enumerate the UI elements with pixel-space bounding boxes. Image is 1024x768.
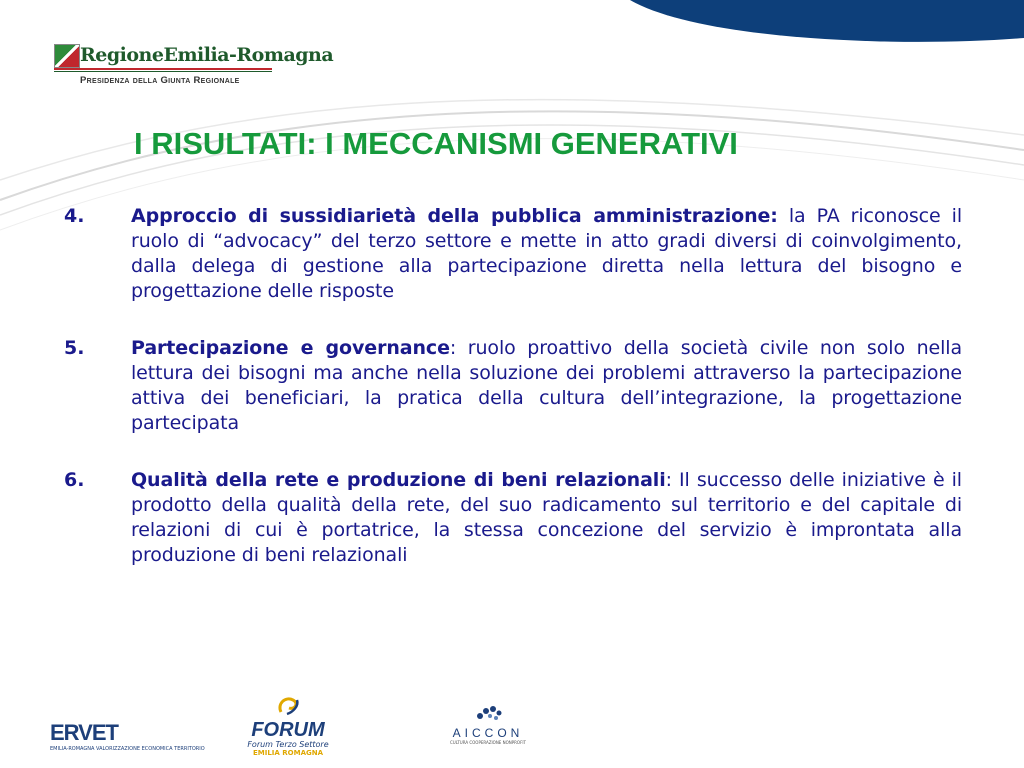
item-heading: Qualità della rete e produzione di beni relazionali — [131, 469, 666, 491]
ervet-tagline: EMILIA-ROMAGNA VALORIZZAZIONE ECONOMICA TERRITORIO — [50, 746, 205, 752]
logo-subtitle: Presidenza della Giunta Regionale — [80, 75, 240, 86]
slide-title: I RISULTATI: I MECCANISMI GENERATIVI — [134, 126, 738, 161]
forum-wordmark: FORUM — [251, 719, 325, 741]
list-item — [64, 468, 962, 568]
item-text — [131, 204, 962, 304]
forum-region: EMILIA ROMAGNA — [252, 749, 324, 757]
item-heading: Partecipazione e governance — [131, 337, 450, 359]
aiccon-dots-icon — [468, 704, 508, 722]
region-flag-icon — [54, 44, 80, 68]
item-body: la PA riconosce il ruolo di “advocacy” del terzo settore e mette in atto gradi diversi di coinvolgimento, dalla delega di gestione alla partecipazione diretta nella lettura del bisogno e progettazione delle risposte — [131, 205, 962, 302]
logo-rule-red — [54, 68, 272, 70]
item-text — [131, 336, 962, 436]
aiccon-logo — [440, 704, 536, 754]
aiccon-tagline: CULTURA COOPERAZIONE NONPROFIT — [449, 740, 527, 745]
item-number: 4. — [64, 205, 85, 227]
item-body: : Il successo delle iniziative è il prodotto della qualità della rete, del suo radicamento sul territorio e del capitale di relazioni di cui è portatrice, la stessa concezione del servizio è improntata alla produzione di beni relazionali — [131, 469, 962, 566]
logo-name: RegioneEmilia-Romagna — [80, 44, 334, 66]
list-item — [64, 336, 962, 436]
item-body: : ruolo proattivo della società civile non solo nella lettura dei bisogni ma anche nella soluzione dei problemi attraverso la partecipazione attiva dei beneficiari, la pratica della cultura dell’integrazione, la progettazione partecipata — [131, 337, 962, 434]
forum-subtitle: Forum Terzo Settore — [247, 740, 329, 749]
aiccon-wordmark: AICCON — [452, 726, 524, 740]
item-text — [131, 468, 962, 568]
item-number: 6. — [64, 469, 85, 491]
ervet-wordmark: ERVET — [50, 720, 118, 745]
forum-terzo-settore-logo — [246, 694, 330, 762]
item-number: 5. — [64, 337, 85, 359]
list-item — [64, 204, 962, 304]
item-heading: Approccio di sussidiarietà della pubblica amministrazione: — [131, 205, 778, 227]
logo-rule-green — [54, 71, 272, 72]
forum-swirl-icon — [273, 694, 303, 716]
ervet-logo — [50, 720, 205, 756]
results-list — [64, 204, 962, 600]
